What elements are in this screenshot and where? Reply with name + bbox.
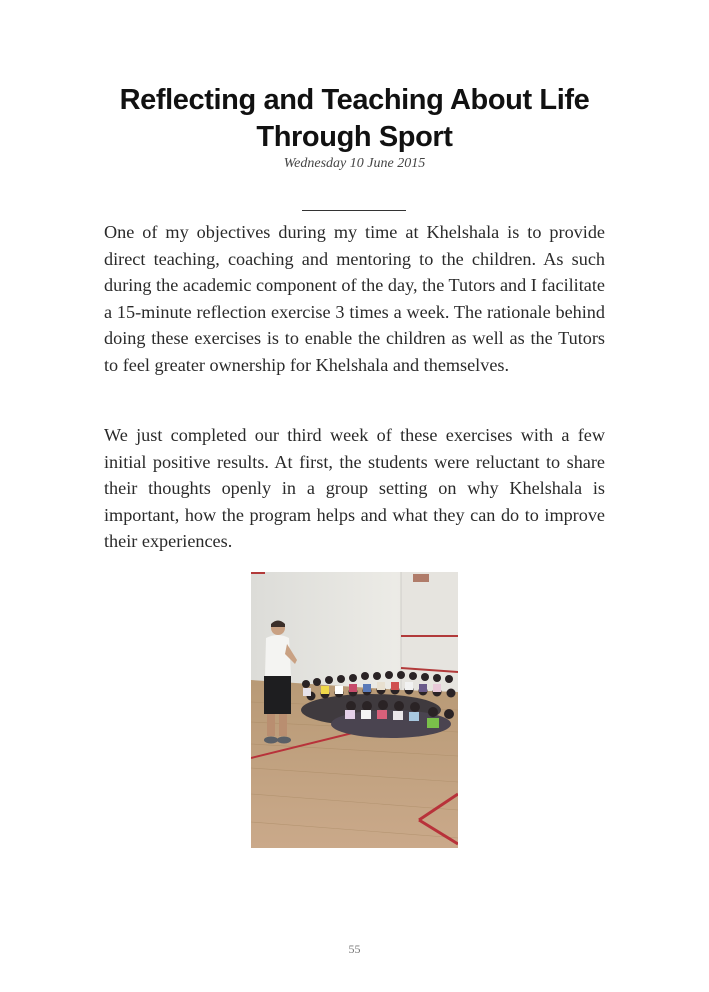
body-paragraph: We just completed our third week of these exercises with a few initial positive results. At first, the students were reluctant to share their thoughts openly in a group setting on why Khelshala is important, how the program helps and what they can do to improve their experiences. xyxy=(104,425,605,552)
squash-court-photo xyxy=(251,572,458,848)
page-title: Reflecting and Teaching About Life Through Sport xyxy=(119,84,590,153)
post-date: Wednesday 10 June 2015 xyxy=(283,156,426,171)
divider xyxy=(302,210,406,211)
page-number: 55 xyxy=(348,942,361,956)
body-paragraph: One of my objectives during my time at Khelshala is to provide direct teaching, coaching and mentoring to the children. As such during the academic component of the day, the Tutors and I facilitate a 15-minute reflection exercise 3 times a week. The rationale behind doing these exercises is to enable the children as well as the Tutors to feel greater ownership for Khelshala and themselves. xyxy=(104,222,605,375)
